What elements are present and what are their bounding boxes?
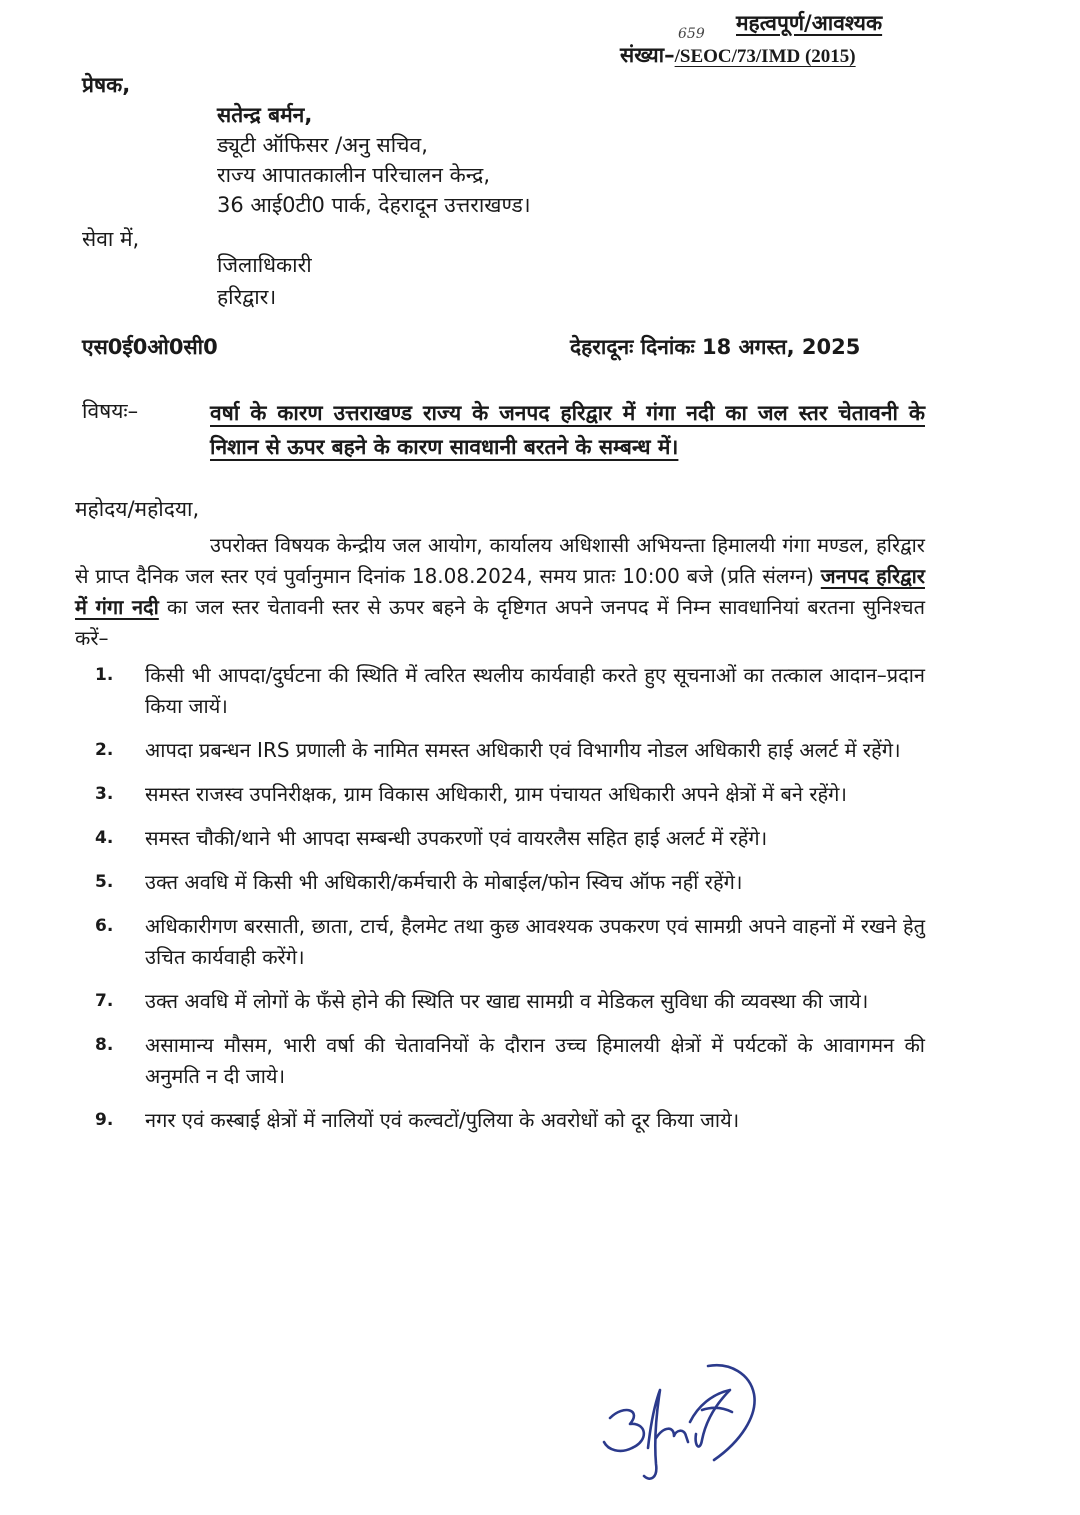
salutation: महोदय/महोदया, — [75, 497, 200, 521]
item-text: उक्त अवधि में लोगों के फँसे होने की स्थिति पर खाद्य सामग्री व मेडिकल सुविधा की व्यवस्था की जाये। — [145, 989, 869, 1013]
item-text: आपदा प्रबन्धन IRS प्रणाली के नामित समस्त अधिकारी एवं विभागीय नोडल अधिकारी हाई अलर्ट में रहेंगे। — [145, 738, 901, 762]
list-item — [95, 1030, 925, 1092]
list-item — [95, 735, 925, 766]
item-number: 6. — [95, 916, 114, 936]
item-text: समस्त चौकी/थाने भी आपदा सम्बन्धी उपकरणों एवं वायरलैस सहित हाई अलर्ट में रहेंगे। — [145, 826, 768, 850]
item-number: 8. — [95, 1035, 114, 1055]
reference-prefix: संख्या– — [620, 43, 675, 67]
sender-name: सतेन्द्र बर्मन, — [217, 103, 313, 127]
recipient-place: हरिद्वार। — [217, 285, 277, 309]
item-text: समस्त राजस्व उपनिरीक्षक, ग्राम विकास अधिकारी, ग्राम पंचायत अधिकारी अपने क्षेत्रों में बने रहेंगे। — [145, 782, 847, 806]
list-item — [95, 986, 925, 1017]
reference-code: /SEOC/73/IMD (2015) — [674, 46, 856, 67]
reference-number — [620, 40, 856, 72]
signature-strokes — [604, 1365, 755, 1478]
paragraph-end: का जल स्तर चेतावनी स्तर से ऊपर बहने के दृष्टिगत अपने जनपद में निम्न सावधानियां बरतना सुनिश्चत करें– — [75, 595, 925, 650]
signature-image — [590, 1360, 770, 1490]
subject-label: विषयः– — [82, 399, 139, 423]
place-date: देहरादूनः दिनांकः 18 अगस्त, 2025 — [570, 335, 861, 359]
list-item — [95, 867, 925, 898]
precautions-list — [95, 660, 925, 1149]
item-text: असामान्य मौसम, भारी वर्षा की चेतावनियों के दौरान उच्च हिमालयी क्षेत्रों में पर्यटकों के आवागमन की अनुमति न दी जाये। — [145, 1033, 925, 1088]
list-item — [95, 779, 925, 810]
item-number: 4. — [95, 828, 114, 848]
paragraph-start: उपरोक्त विषयक केन्द्रीय जल आयोग, कार्यालय अधिशासी अभियन्ता हिमालयी गंगा मण्डल, हरिद्वार से प्राप्त दैनिक जल स्तर एवं पुर्वानुमान दिनांक 18.08.2024, समय प्रातः 10:00 बजे (प्रति संलग्न) — [75, 533, 925, 588]
body-paragraph — [75, 530, 925, 654]
sender-label: प्रेषक, — [82, 73, 131, 97]
item-text: अधिकारीगण बरसाती, छाता, टार्च, हैलमेट तथा कुछ आवश्यक उपकरण एवं सामग्री अपने वाहनों में रखने हेतु उचित कार्यवाही करेंगे। — [145, 914, 925, 969]
paragraph-highlight: जनपद हरिद्वार में गंगा नदी — [75, 564, 925, 619]
subject-text: वर्षा के कारण उत्तराखण्ड राज्य के जनपद हरिद्वार में गंगा नदी का जल स्तर चेतावनी के निशान से ऊपर बहने के कारण सावधानी बरतने के सम्बन्ध में। — [210, 401, 925, 459]
list-item — [95, 823, 925, 854]
item-number: 3. — [95, 784, 114, 804]
item-number: 1. — [95, 665, 114, 685]
item-number: 9. — [95, 1110, 114, 1130]
recipient-title: जिलाधिकारी — [217, 253, 312, 277]
list-item — [95, 660, 925, 722]
item-text: नगर एवं कस्बाई क्षेत्रों में नालियों एवं कल्वटों/पुलिया के अवरोधों को दूर किया जाये। — [145, 1108, 740, 1132]
office-code: एस0ई0ओ0सी0 — [82, 335, 218, 359]
item-number: 5. — [95, 872, 114, 892]
sender-office: राज्य आपातकालीन परिचालन केन्द्र, — [217, 163, 491, 187]
item-number: 7. — [95, 991, 114, 1011]
handwritten-ref-number: 659 — [678, 26, 705, 42]
recipient-label: सेवा में, — [82, 227, 140, 251]
item-text: उक्त अवधि में किसी भी अधिकारी/कर्मचारी के मोबाईल/फोन स्विच ऑफ नहीं रहेंगे। — [145, 870, 743, 894]
sender-address: 36 आई0टी0 पार्क, देहरादून उत्तराखण्ड। — [217, 193, 531, 217]
list-item — [95, 1105, 925, 1136]
sender-designation: ड्यूटी ऑफिसर /अनु सचिव, — [217, 133, 428, 157]
item-number: 2. — [95, 740, 114, 760]
priority-label: महत्वपूर्ण/आवश्यक — [736, 11, 883, 35]
item-text: किसी भी आपदा/दुर्घटना की स्थिति में त्वरित स्थलीय कार्यवाही करते हुए सूचनाओं का तत्काल आदान–प्रदान किया जायें। — [145, 663, 925, 718]
list-item — [95, 911, 925, 973]
